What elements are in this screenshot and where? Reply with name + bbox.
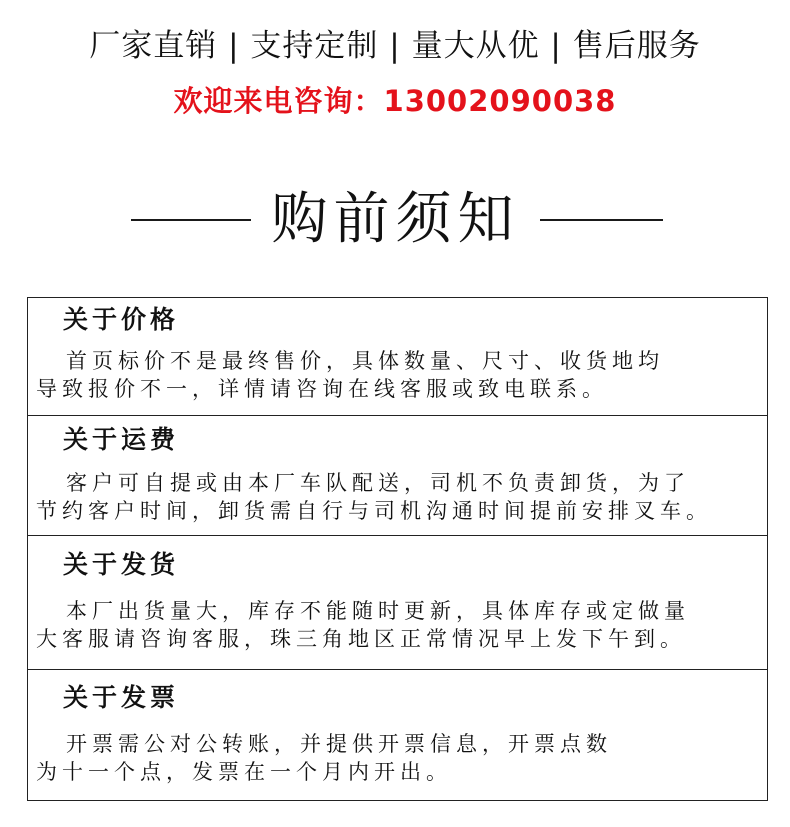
- section-divider: [28, 535, 767, 536]
- section-body-line: 为十一个点，发票在一个月内开出。: [36, 760, 452, 784]
- notice-section-invoice: [28, 671, 767, 801]
- section-body-line: 大客服请咨询客服，珠三角地区正常情况早上发下午到。: [36, 627, 686, 651]
- section-body-line: 节约客户时间，卸货需自行与司机沟通时间提前安排叉车。: [36, 499, 712, 523]
- section-body-line: 客户可自提或由本厂车队配送，司机不负责卸货，为了: [66, 471, 690, 495]
- section-title: 关于发货: [63, 550, 180, 579]
- section-body: [36, 597, 764, 653]
- notice-section-price: [28, 298, 767, 416]
- notice-section-shipping-fee: [28, 417, 767, 534]
- section-body-line: 首页标价不是最终售价，具体数量、尺寸、收货地均: [66, 349, 664, 373]
- section-body-line: 开票需公对公转账，并提供开票信息，开票点数: [66, 732, 612, 756]
- section-title: 关于价格: [63, 305, 180, 334]
- section-title: 关于发票: [63, 683, 180, 712]
- heading-divider-right: [540, 219, 663, 221]
- section-divider: [28, 415, 767, 416]
- heading-divider-left: [131, 219, 251, 221]
- slogan-banner: 厂家直销 | 支持定制 | 量大从优 | 售后服务: [89, 28, 701, 64]
- notice-heading: 购前须知: [271, 187, 520, 252]
- section-body: [36, 347, 764, 403]
- section-body-line: 本厂出货量大，库存不能随时更新，具体库存或定做量: [66, 599, 690, 623]
- notice-section-delivery: [28, 537, 767, 670]
- section-body-line: 导致报价不一，详情请咨询在线客服或致电联系。: [36, 377, 608, 401]
- notice-box: [27, 297, 768, 801]
- section-title: 关于运费: [63, 425, 180, 454]
- section-divider: [28, 669, 767, 670]
- contact-phone-line: 欢迎来电咨询：13002090038: [173, 84, 617, 118]
- section-body: [36, 469, 764, 525]
- notice-heading-block: [0, 188, 790, 258]
- section-body: [36, 730, 764, 786]
